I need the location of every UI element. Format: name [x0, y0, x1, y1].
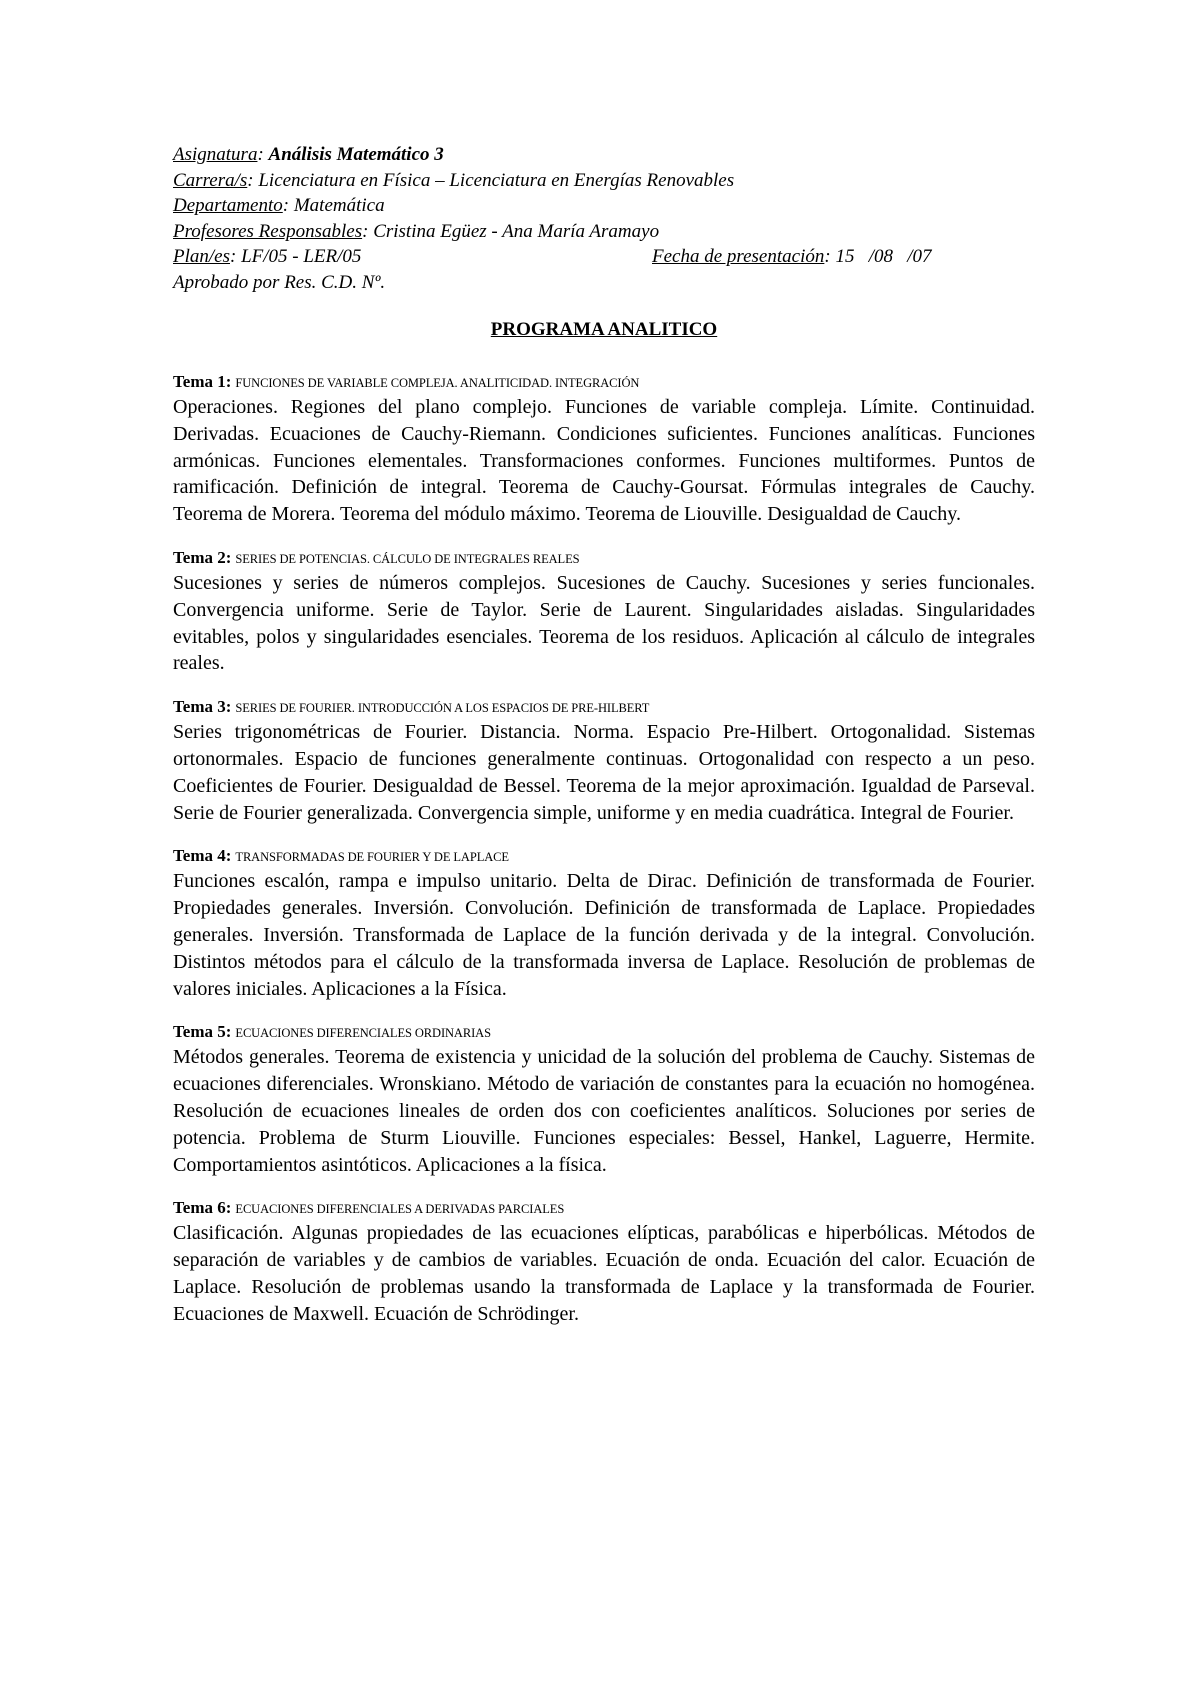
departamento-value: Matemática — [293, 195, 385, 216]
tema-heading — [173, 547, 1035, 570]
asignatura-key: Asignatura — [173, 144, 258, 165]
fecha-presentacion: Fecha de presentación: 15 /08 /07 — [652, 246, 932, 267]
aprobado-line: Aprobado por Res. C.D. Nº. — [173, 271, 386, 293]
tema-section — [173, 547, 1035, 677]
tema-section — [173, 845, 1035, 1002]
tema-body: Operaciones. Regiones del plano complejo. Funciones de variable compleja. Límite. Continuidad. Derivadas. Ecuaciones de Cauchy-Riemann. Condiciones suficientes. Funciones analíticas. Funciones armónicas. Funciones elementales. Transformaciones conformes. Funciones multiformes. Puntos de ramificación. Definición de integral. Teorema de Cauchy-Goursat. Fórmulas integrales de Cauchy. Teorema de Morera. Teorema del módulo máximo. Teorema de Liouville. Desigualdad de Cauchy. — [173, 396, 1035, 526]
tema-label: Tema 4: — [173, 846, 232, 866]
plan-value: LF/05 - LER/05 — [241, 246, 362, 267]
profesores-key: Profesores Responsables — [173, 220, 363, 242]
tema-body: Métodos generales. Teorema de existencia y unicidad de la solución del problema de Cauchy. Sistemas de ecuaciones diferenciales. Wronskiano. Método de variación de constantes para la ecuación no homogénea. Resolución de ecuaciones lineales de orden dos con coeficientes analíticos. Soluciones por series de potencia. Problema de Sturm Liouville. Funciones especiales: Bessel, Hankel, Laguerre, Hermite. Comportamientos asintóticos. Aplicaciones a la física. — [173, 1046, 1035, 1176]
profesores-value: Cristina Egüez - Ana María Aramayo — [373, 220, 660, 242]
carrera-key: Carrera/s — [173, 169, 248, 191]
page-title: PROGRAMA ANALITICO — [490, 319, 718, 340]
asignatura-line: Asignatura: Análisis Matemático 3 — [173, 144, 444, 165]
tema-heading — [173, 1197, 1035, 1220]
tema-heading — [173, 696, 1035, 719]
tema-subtitle: TRANSFORMADAS DE FOURIER Y DE LAPLACE — [235, 850, 509, 865]
tema-body: Funciones escalón, rampa e impulso unitario. Delta de Dirac. Definición de transformada de Fourier. Propiedades generales. Inversión. Convolución. Definición de transformada de Laplace. Propiedades generales. Inversión. Transformada de Laplace de la función derivada y de la integral. Convolución. Distintos métodos para el cálculo de la transformada inversa de Laplace. Resolución de problemas de valores iniciales. Aplicaciones a la Física. — [173, 870, 1035, 1000]
document-page — [173, 142, 1035, 1328]
tema-body: Series trigonométricas de Fourier. Distancia. Norma. Espacio Pre-Hilbert. Ortogonalidad. Sistemas ortonormales. Espacio de funciones generalmente continuas. Ortogonalidad con respecto a un peso. Coeficientes de Fourier. Desigualdad de Bessel. Teorema de la mejor aproximación. Igualdad de Parseval. Serie de Fourier generalizada. Convergencia simple, uniforme y en media cuadrática. Integral de Fourier. — [173, 721, 1035, 824]
fecha-value: 15 /08 /07 — [835, 246, 932, 267]
tema-section — [173, 371, 1035, 528]
tema-label: Tema 2: — [173, 547, 232, 567]
document-header — [173, 142, 1035, 295]
tema-heading — [173, 1021, 1035, 1044]
tema-subtitle: ECUACIONES DIFERENCIALES ORDINARIAS — [235, 1026, 491, 1041]
departamento-line: Departamento: Matemática — [173, 195, 385, 216]
carrera-line: Carrera/s: Licenciatura en Física – Licenciatura en Energías Renovables — [173, 169, 735, 191]
tema-subtitle: SERIES DE FOURIER. INTRODUCCIÓN A LOS ESPACIOS DE PRE-HILBERT — [235, 701, 650, 716]
tema-heading — [173, 845, 1035, 868]
carrera-value: Licenciatura en Física – Licenciatura en Energías Renovables — [258, 169, 735, 191]
tema-body: Sucesiones y series de números complejos. Sucesiones de Cauchy. Sucesiones y series funcionales. Convergencia uniforme. Serie de Taylor. Serie de Laurent. Singularidades aisladas. Singularidades evitables, polos y singularidades esenciales. Teorema de los residuos. Aplicación al cálculo de integrales reales. — [173, 571, 1035, 675]
plan-line: Plan/es: LF/05 - LER/05 Fecha de presentación: 15 /08 /07 — [173, 244, 1035, 270]
tema-subtitle: ECUACIONES DIFERENCIALES A DERIVADAS PARCIALES — [235, 1202, 565, 1217]
tema-label: Tema 3: — [173, 697, 232, 717]
asignatura-value: Análisis Matemático 3 — [268, 144, 444, 165]
profesores-line: Profesores Responsables: Cristina Egüez - Ana María Aramayo — [173, 220, 660, 242]
tema-body: Clasificación. Algunas propiedades de las ecuaciones elípticas, parabólicas e hiperbólicas. Métodos de separación de variables y de cambios de variables. Ecuación de onda. Ecuación del calor. Ecuación de Laplace. Resolución de problemas usando la transformada de Laplace y la transformada de Fourier. Ecuaciones de Maxwell. Ecuación de Schrödinger. — [173, 1222, 1035, 1325]
tema-label: Tema 1: — [173, 372, 232, 391]
tema-subtitle: SERIES DE POTENCIAS. CÁLCULO DE INTEGRALES REALES — [235, 551, 580, 566]
tema-heading — [173, 371, 1035, 394]
tema-section — [173, 1021, 1035, 1178]
fecha-key: Fecha de presentación — [652, 246, 825, 267]
tema-label: Tema 5: — [173, 1022, 232, 1042]
plan-key: Plan/es — [173, 246, 230, 267]
departamento-key: Departamento — [173, 195, 283, 216]
tema-section — [173, 1197, 1035, 1327]
tema-section — [173, 696, 1035, 826]
tema-label: Tema 6: — [173, 1198, 232, 1218]
tema-subtitle: FUNCIONES DE VARIABLE COMPLEJA. ANALITICIDAD. INTEGRACIÓN — [235, 376, 640, 390]
